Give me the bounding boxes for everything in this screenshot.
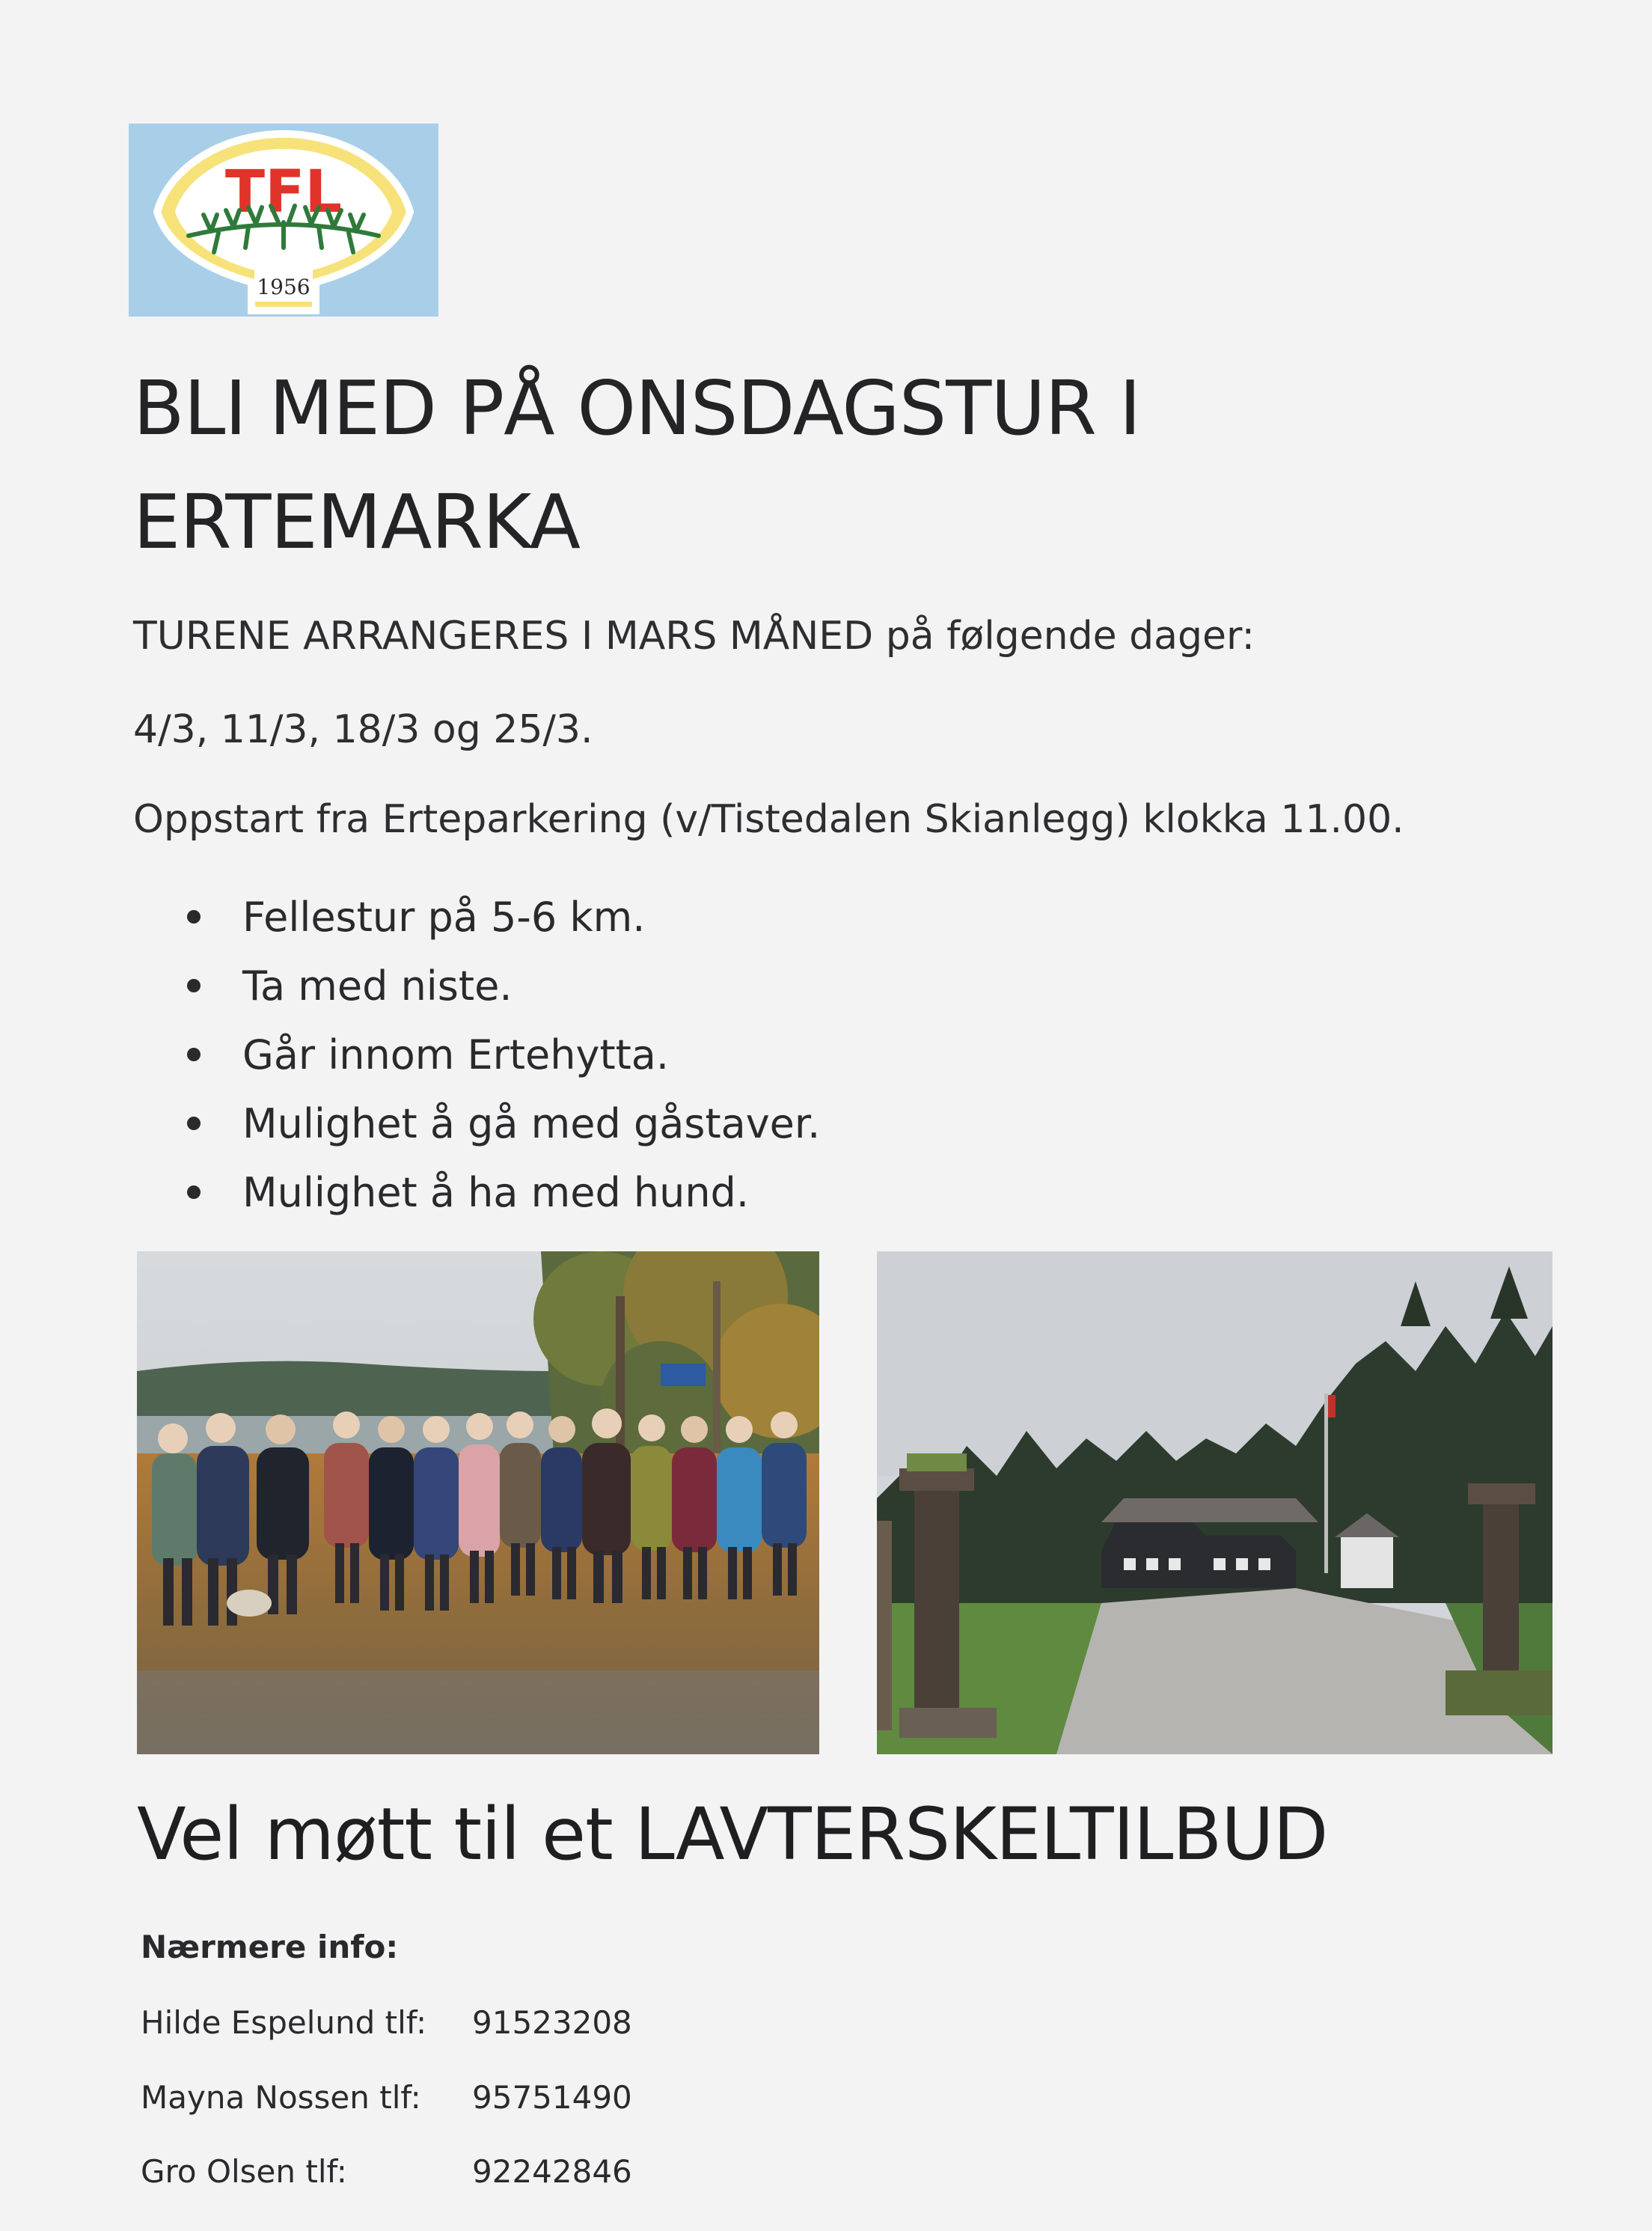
welcome-heading: Vel møtt til et LAVTERSKELTILBUD	[137, 1792, 1328, 1876]
bullet-dot	[187, 1048, 201, 1061]
title-line-2: ERTEMARKA	[133, 478, 581, 566]
cabin-photo	[877, 1251, 1552, 1754]
contact-name: Gro Olsen tlf:	[141, 2153, 347, 2190]
list-item: Mulighet å gå med gåstaver.	[187, 1090, 820, 1159]
bullet-dot	[187, 1185, 201, 1199]
list-item: Går innom Ertehytta.	[187, 1021, 820, 1090]
list-item: Ta med niste.	[187, 952, 820, 1021]
info-bullet-list	[187, 883, 820, 1227]
contact-phone: 91523208	[472, 2004, 632, 2041]
contact-name: Mayna Nossen tlf:	[141, 2079, 421, 2116]
logo-year: 1956	[257, 275, 310, 299]
start-line: Oppstart fra Erteparkering (v/Tistedalen Skianlegg) klokka 11.00.	[133, 797, 1404, 842]
dates-line: 4/3, 11/3, 18/3 og 25/3.	[133, 707, 593, 752]
tfl-logo-emblem	[129, 123, 438, 317]
logo-letters: TFL	[224, 159, 343, 226]
info-heading: Nærmere info:	[141, 1929, 399, 1965]
list-item: Fellestur på 5-6 km.	[187, 883, 820, 952]
group-photo	[137, 1251, 819, 1754]
contact-row	[141, 2004, 632, 2041]
bullet-dot	[187, 1117, 201, 1130]
page-title	[133, 352, 1555, 579]
contact-row	[141, 2079, 632, 2116]
contact-phone: 95751490	[472, 2079, 632, 2116]
contact-row	[141, 2153, 632, 2190]
tfl-logo	[129, 123, 438, 317]
list-item: Mulighet å ha med hund.	[187, 1159, 820, 1227]
schedule-line: TURENE ARRANGERES I MARS MÅNED på følgende dager:	[133, 614, 1255, 659]
contact-phone: 92242846	[472, 2153, 632, 2190]
title-line-1: BLI MED PÅ ONSDAGSTUR I	[133, 364, 1141, 452]
contact-name: Hilde Espelund tlf:	[141, 2004, 427, 2041]
bullet-dot	[187, 910, 201, 924]
bullet-dot	[187, 979, 201, 992]
